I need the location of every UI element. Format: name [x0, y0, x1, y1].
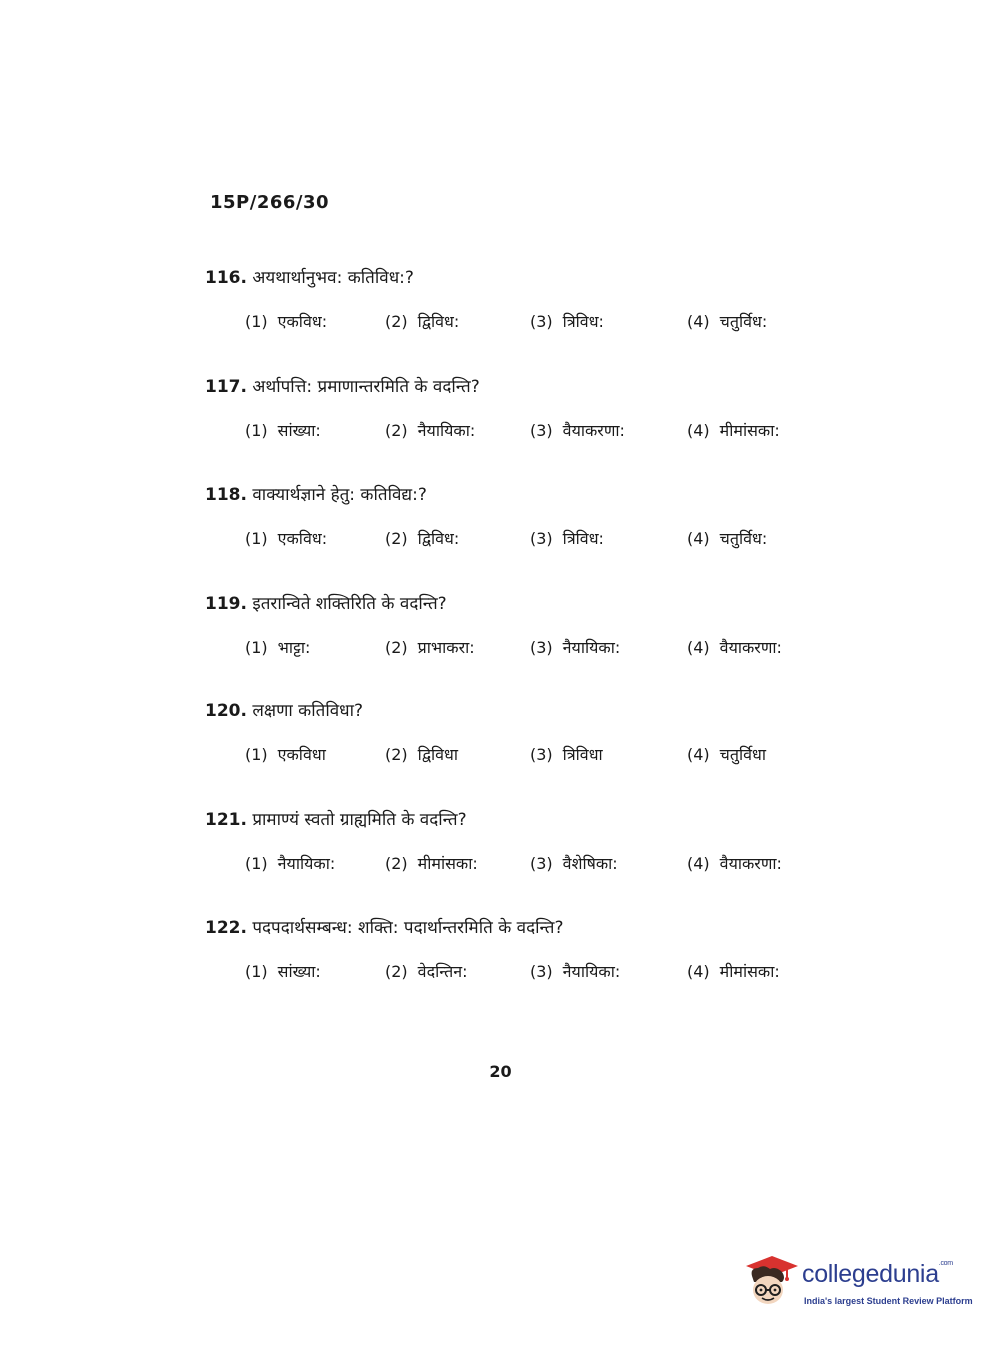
option-number: (4) — [687, 529, 710, 548]
question-121 — [205, 807, 845, 882]
option-text: द्विविध: — [417, 312, 460, 331]
option-number: (1) — [245, 854, 268, 873]
option-1 — [245, 310, 327, 332]
option-number: (2) — [385, 745, 408, 764]
question-number: 117. — [205, 377, 247, 397]
option-text: नैयायिका: — [417, 421, 476, 440]
option-3 — [530, 310, 604, 332]
options-row — [205, 527, 845, 557]
question-number: 118. — [205, 485, 247, 505]
option-number: (1) — [245, 312, 268, 331]
option-number: (3) — [530, 638, 553, 657]
option-text: वैशेषिका: — [562, 854, 618, 873]
option-number: (2) — [385, 638, 408, 657]
option-4 — [687, 310, 767, 332]
option-2 — [385, 310, 459, 332]
question-number: 116. — [205, 268, 247, 288]
option-number: (4) — [687, 962, 710, 981]
options-row — [205, 310, 845, 340]
options-row — [205, 743, 845, 773]
option-number: (4) — [687, 745, 710, 764]
student-mascot-icon — [742, 1252, 800, 1310]
option-number: (2) — [385, 529, 408, 548]
question-text: वाक्यार्थज्ञाने हेतु: कतिविद्य:? — [252, 485, 427, 505]
option-number: (2) — [385, 421, 408, 440]
collegedunia-logo — [742, 1252, 972, 1312]
option-number: (4) — [687, 638, 710, 657]
option-3 — [530, 852, 618, 874]
page-number: 20 — [489, 1062, 512, 1081]
question-number: 122. — [205, 918, 247, 938]
option-number: (1) — [245, 745, 268, 764]
option-4 — [687, 527, 767, 549]
option-number: (1) — [245, 529, 268, 548]
option-text: एकविध: — [277, 312, 328, 331]
option-text: चतुर्विधा — [719, 745, 766, 764]
option-2 — [385, 527, 459, 549]
option-number: (3) — [530, 421, 553, 440]
option-2 — [385, 743, 458, 765]
option-2 — [385, 960, 468, 982]
option-text: द्विविध: — [417, 529, 460, 548]
question-text: इतरान्विते शक्तिरिति के वदन्ति? — [252, 594, 447, 614]
options-row — [205, 636, 845, 666]
option-text: चतुर्विध: — [719, 312, 768, 331]
option-text: नैयायिका: — [277, 854, 336, 873]
question-line — [205, 807, 845, 830]
options-row — [205, 419, 845, 449]
question-number: 121. — [205, 810, 247, 830]
option-4 — [687, 852, 782, 874]
option-text: त्रिविध: — [562, 312, 604, 331]
option-text: नैयायिका: — [562, 638, 621, 657]
option-number: (1) — [245, 962, 268, 981]
question-line — [205, 374, 845, 397]
option-1 — [245, 636, 310, 658]
question-line — [205, 915, 845, 938]
question-text: अर्थापत्ति: प्रमाणान्तरमिति के वदन्ति? — [252, 377, 480, 397]
option-number: (2) — [385, 312, 408, 331]
option-2 — [385, 419, 475, 441]
brand-wordmark — [802, 1260, 953, 1289]
option-number: (1) — [245, 638, 268, 657]
option-3 — [530, 419, 625, 441]
option-text: त्रिविधा — [562, 745, 603, 764]
option-number: (3) — [530, 962, 553, 981]
option-2 — [385, 636, 475, 658]
option-text: मीमांसका: — [719, 962, 780, 981]
brand-tagline: India's largest Student Review Platform — [804, 1296, 973, 1306]
option-number: (3) — [530, 529, 553, 548]
options-row — [205, 852, 845, 882]
option-number: (4) — [687, 312, 710, 331]
question-number: 120. — [205, 701, 247, 721]
option-number: (1) — [245, 421, 268, 440]
option-3 — [530, 743, 603, 765]
question-122 — [205, 915, 845, 990]
option-4 — [687, 743, 766, 765]
option-4 — [687, 636, 782, 658]
brand-name: collegedunia — [802, 1260, 939, 1288]
option-text: चतुर्विध: — [719, 529, 768, 548]
option-text: मीमांसका: — [417, 854, 478, 873]
option-number: (3) — [530, 745, 553, 764]
question-text: प्रामाण्यं स्वतो ग्राह्यमिति के वदन्ति? — [252, 810, 467, 830]
option-number: (2) — [385, 854, 408, 873]
option-4 — [687, 960, 780, 982]
option-3 — [530, 527, 604, 549]
option-text: वेदन्तिन: — [417, 962, 468, 981]
option-text: एकविधा — [277, 745, 326, 764]
option-number: (2) — [385, 962, 408, 981]
option-1 — [245, 960, 321, 982]
option-text: भाट्टा: — [277, 638, 311, 657]
option-text: वैयाकरणा: — [562, 421, 625, 440]
question-text: लक्षणा कतिविधा? — [252, 701, 364, 721]
question-120 — [205, 698, 845, 773]
option-text: त्रिविध: — [562, 529, 604, 548]
question-118 — [205, 482, 845, 557]
option-3 — [530, 636, 620, 658]
option-number: (3) — [530, 312, 553, 331]
option-3 — [530, 960, 620, 982]
option-1 — [245, 852, 335, 874]
question-line — [205, 591, 845, 614]
question-number: 119. — [205, 594, 247, 614]
option-number: (4) — [687, 854, 710, 873]
option-text: द्विविधा — [417, 745, 459, 764]
option-number: (3) — [530, 854, 553, 873]
question-119 — [205, 591, 845, 666]
options-row — [205, 960, 845, 990]
question-text: अयथार्थानुभव: कतिविध:? — [252, 268, 414, 288]
option-1 — [245, 743, 326, 765]
brand-domain-suffix: .com — [938, 1260, 953, 1267]
option-text: वैयाकरणा: — [719, 854, 782, 873]
option-text: प्राभाकरा: — [417, 638, 475, 657]
option-1 — [245, 527, 327, 549]
question-line — [205, 265, 845, 288]
question-text: पदपदार्थसम्बन्ध: शक्ति: पदार्थान्तरमिति के वदन्ति? — [252, 918, 564, 938]
option-text: मीमांसका: — [719, 421, 780, 440]
option-text: एकविध: — [277, 529, 328, 548]
option-number: (4) — [687, 421, 710, 440]
question-line — [205, 482, 845, 505]
option-2 — [385, 852, 478, 874]
option-1 — [245, 419, 321, 441]
question-line — [205, 698, 845, 721]
option-4 — [687, 419, 780, 441]
paper-code: 15P/266/30 — [210, 192, 330, 213]
question-117 — [205, 374, 845, 449]
option-text: वैयाकरणा: — [719, 638, 782, 657]
question-116 — [205, 265, 845, 340]
option-text: सांख्या: — [277, 962, 321, 981]
option-text: सांख्या: — [277, 421, 321, 440]
option-text: नैयायिका: — [562, 962, 621, 981]
